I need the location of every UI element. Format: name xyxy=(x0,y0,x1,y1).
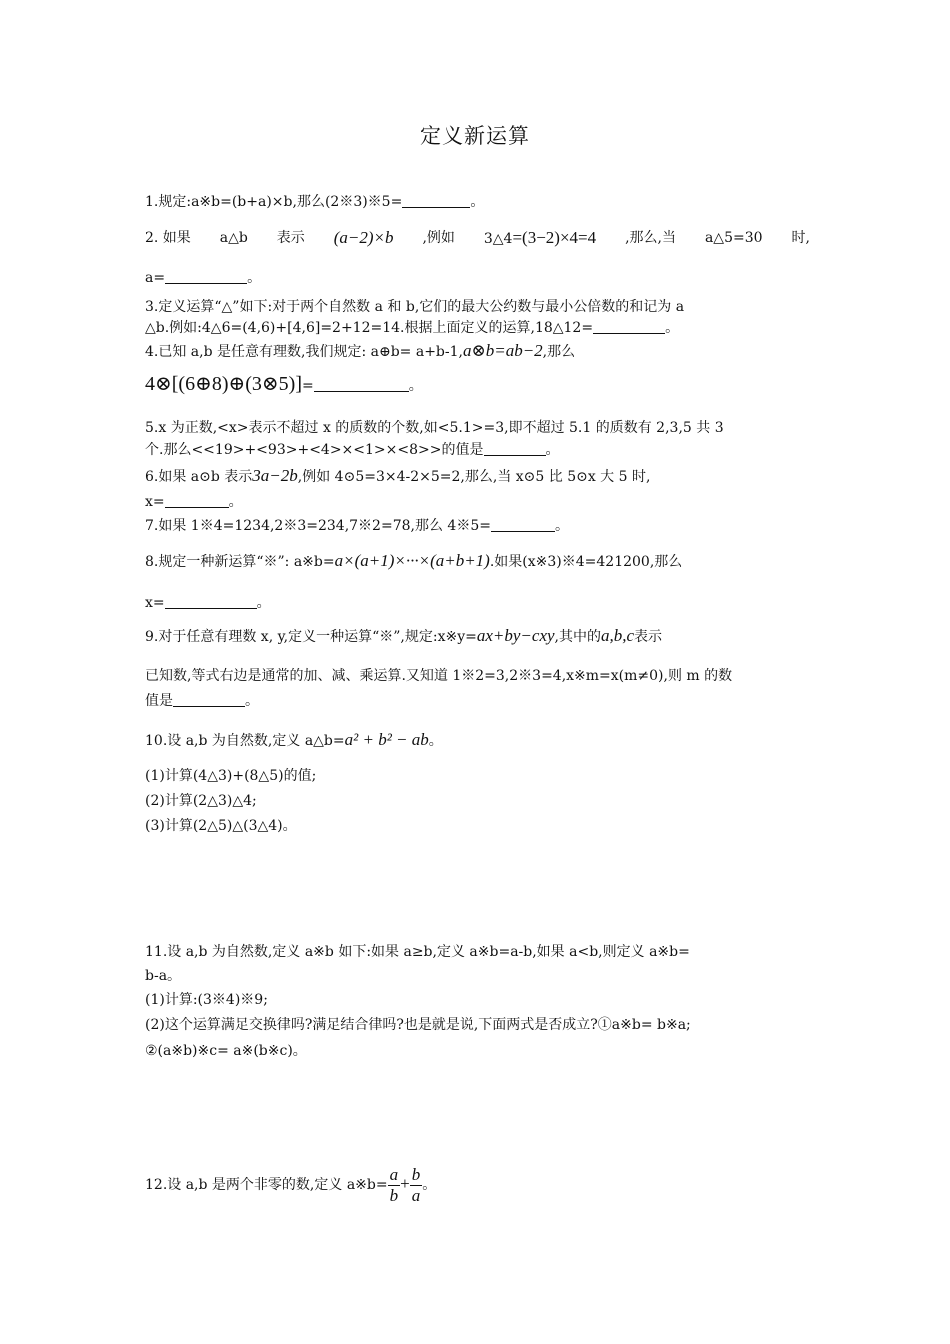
question-6-intro: 6.如果 a⊙b 表示 xyxy=(145,469,253,485)
question-8-end: 。 xyxy=(256,595,271,611)
question-9-variables: a,b,c xyxy=(600,626,635,645)
question-2-end: 。 xyxy=(247,270,262,286)
question-6-expression: 3a−2b xyxy=(252,466,298,485)
question-2-op: a△b xyxy=(219,230,248,246)
question-9-line-3 xyxy=(145,691,810,711)
question-2-expression: (a−2)×b xyxy=(333,228,394,247)
question-5-text: 个.那么<<19>+<93>+<4>×<1>×<8>>的值是 xyxy=(145,442,484,458)
question-2-when: 时, xyxy=(791,230,810,246)
question-2 xyxy=(145,228,810,249)
question-9-line-1 xyxy=(145,626,810,647)
answer-blank-2[interactable] xyxy=(165,269,247,284)
question-4-expression: 4⊗[(6⊕8)⊕(3⊗5)] xyxy=(145,373,302,395)
question-4-line-1 xyxy=(145,341,810,362)
question-3-line-1: 3.定义运算“△”如下:对于两个自然数 a 和 b,它们的最大公约数与最小公倍数的和记为 a xyxy=(145,299,685,315)
answer-blank-3[interactable] xyxy=(593,319,665,334)
fraction-2-numerator: b xyxy=(411,1164,421,1184)
question-11-line-2: b-a。 xyxy=(145,968,182,984)
fraction-a-over-b xyxy=(388,1165,401,1206)
answer-blank-4[interactable] xyxy=(314,377,409,392)
answer-blank-8[interactable] xyxy=(165,594,257,609)
question-9-line-2: 已知数,等式右边是通常的加、减、乘运算.又知道 1※2=3,2※3=4,x※m=x(m≠0),则 m 的数 xyxy=(145,668,733,684)
question-4-then: ,那么 xyxy=(542,344,576,360)
question-6-answer-label: x= xyxy=(145,494,165,510)
question-10-line-1 xyxy=(145,730,810,751)
question-11-part-1: (1)计算:(3※4)※9; xyxy=(145,992,268,1008)
fraction-2-denominator: a xyxy=(411,1185,421,1205)
question-3-end: 。 xyxy=(665,320,680,336)
question-3-text: △b.例如:4△6=(4,6)+[4,6]=2+12=14.根据上面定义的运算,18△12= xyxy=(145,320,594,336)
question-9-means: 表示 xyxy=(634,629,663,645)
question-9-expression: ax+by−cxy xyxy=(476,626,555,645)
question-7-text: 7.如果 1※4=1234,2※3=234,7※2=78,那么 4※5= xyxy=(145,518,491,534)
question-2-example-value: =(3−2)×4=4 xyxy=(512,228,597,247)
question-11-part-3: ②(a※b)※c= a※(b※c)。 xyxy=(145,1043,307,1059)
question-2-answer-label: a= xyxy=(145,270,166,286)
question-4-line-2 xyxy=(145,374,810,396)
question-10-part-2: (2)计算(2△3)△4; xyxy=(145,793,257,809)
question-8-answer-label: x= xyxy=(145,595,165,611)
question-7-end: 。 xyxy=(554,518,569,534)
answer-blank-7[interactable] xyxy=(491,517,555,532)
question-3-line-2 xyxy=(145,318,810,338)
question-12-end: 。 xyxy=(422,1177,437,1193)
question-5-line-1: 5.x 为正数,<x>表示不超过 x 的质数的个数,如<5.1>=3,即不超过 5.1 的质数有 2,3,5 共 3 xyxy=(145,420,724,436)
question-2-example-op: 3△4 xyxy=(483,231,513,247)
question-2-intro: 2. 如果 xyxy=(145,230,191,246)
fraction-1-numerator: a xyxy=(389,1164,399,1184)
question-4-definition: a⊗b=ab−2 xyxy=(462,341,543,360)
question-10-expression: a² + b² − ab xyxy=(344,730,429,749)
question-1 xyxy=(145,192,810,212)
question-8-line-2 xyxy=(145,593,810,613)
question-10-end: 。 xyxy=(428,733,443,749)
question-2-line-2 xyxy=(145,268,810,288)
answer-blank-9[interactable] xyxy=(173,692,245,707)
question-9-intro: 9.对于任意有理数 x, y,定义一种运算“※”,规定:x※y= xyxy=(145,629,477,645)
question-9-answer-label: 值是 xyxy=(145,693,173,709)
question-8-text: .如果(x※3)※4=421200,那么 xyxy=(489,554,683,570)
question-2-means: 表示 xyxy=(276,230,305,246)
answer-blank-5[interactable] xyxy=(484,441,546,456)
question-6-line-2 xyxy=(145,492,810,512)
question-1-end: 。 xyxy=(470,194,485,210)
question-2-then: ,那么,当 xyxy=(625,230,676,246)
question-8-intro: 8.规定一种新运算“※”: a※b= xyxy=(145,554,335,570)
question-4-text: 4.已知 a,b 是任意有理数,我们规定: a⊕b= a+b-1, xyxy=(145,344,463,360)
question-6-end: 。 xyxy=(228,494,243,510)
fraction-b-over-a xyxy=(410,1165,423,1206)
question-10-text: 10.设 a,b 为自然数,定义 a△b= xyxy=(145,733,345,749)
question-1-text: 1.规定:a※b=(b+a)×b,那么(2※3)※5= xyxy=(145,194,403,210)
question-2-condition: a△5=30 xyxy=(704,230,763,246)
question-6-text: ,例如 4⊙5=3×4-2×5=2,那么,当 x⊙5 比 5⊙x 大 5 时, xyxy=(297,469,651,485)
question-8-line-1 xyxy=(145,551,810,572)
question-7 xyxy=(145,516,810,536)
plus-sign: + xyxy=(400,1174,410,1193)
question-2-example-label: ,例如 xyxy=(422,230,455,246)
question-6-line-1 xyxy=(145,466,810,487)
question-9-end: 。 xyxy=(245,693,259,709)
page-title: 定义新运算 xyxy=(420,124,530,148)
question-8-expression: a×(a+1)×···×(a+b+1) xyxy=(334,551,490,570)
question-12 xyxy=(145,1162,810,1208)
question-5-end: 。 xyxy=(545,442,560,458)
question-4-equals: = xyxy=(302,378,314,394)
question-5-line-2 xyxy=(145,440,810,460)
question-12-text: 12.设 a,b 是两个非零的数,定义 a※b= xyxy=(145,1177,388,1193)
fraction-1-denominator: b xyxy=(389,1185,399,1205)
question-11-part-2: (2)这个运算满足交换律吗?满足结合律吗?也是就是说,下面两式是否成立?①a※b= b※a; xyxy=(145,1017,691,1033)
question-10-part-3: (3)计算(2△5)△(3△4)。 xyxy=(145,818,297,834)
question-11-line-1: 11.设 a,b 为自然数,定义 a※b 如下:如果 a≥b,定义 a※b=a-b,如果 a<b,则定义 a※b= xyxy=(145,944,690,960)
answer-blank-6[interactable] xyxy=(165,493,229,508)
answer-blank-1[interactable] xyxy=(402,193,470,208)
question-4-end: 。 xyxy=(408,378,423,394)
question-9-where: ,其中的 xyxy=(554,629,601,645)
question-10-part-1: (1)计算(4△3)+(8△5)的值; xyxy=(145,768,317,784)
